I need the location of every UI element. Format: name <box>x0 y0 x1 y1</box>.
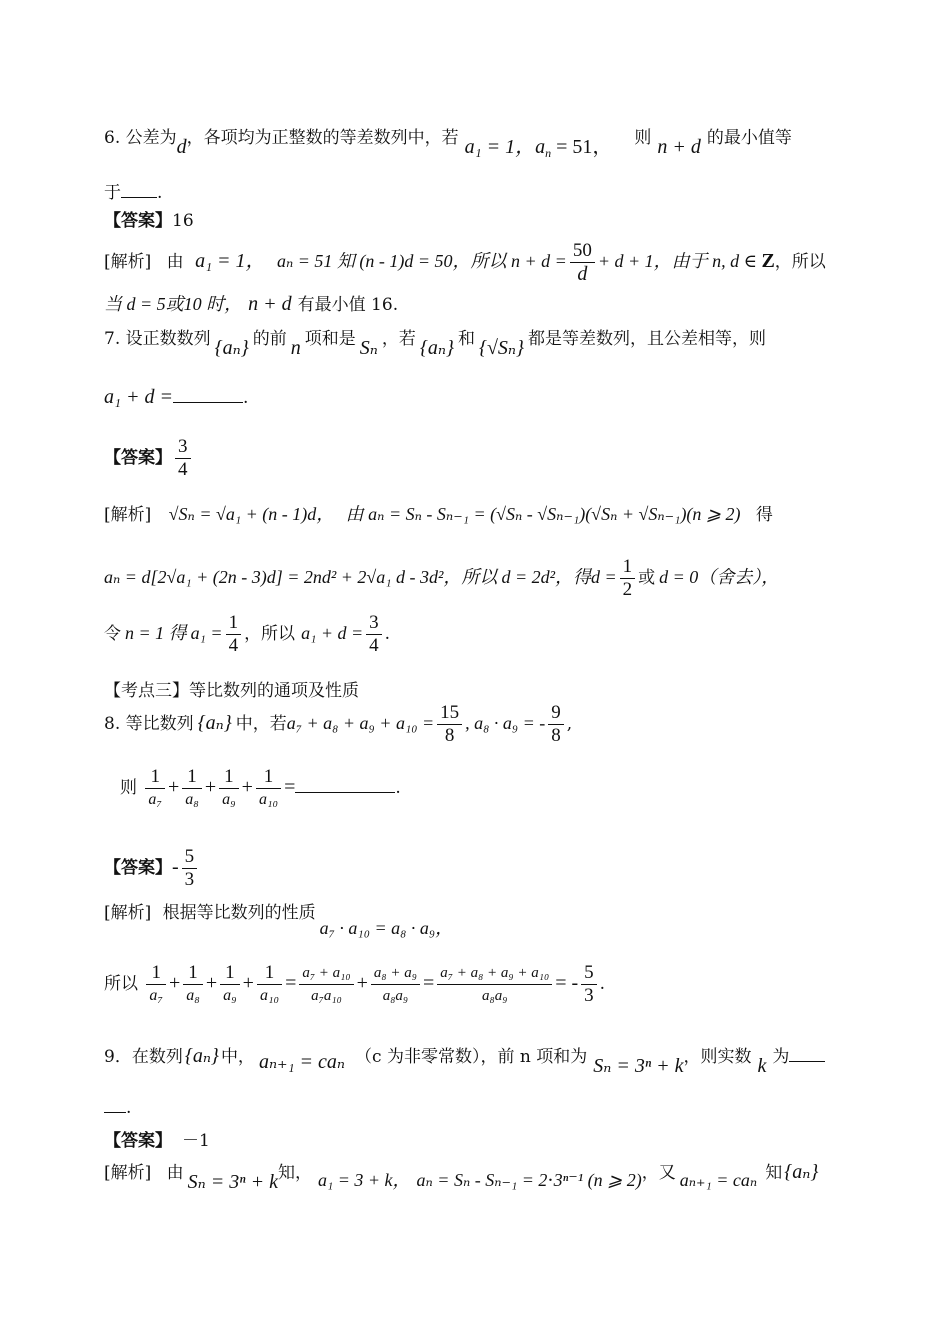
frac-num: 3 <box>366 612 382 635</box>
q6-frac <box>570 240 595 285</box>
q8-d: a₇ + a₈ + a₉ + a₁₀ = <box>286 713 435 733</box>
answer-blank <box>121 196 157 198</box>
q6-answer-value: 16 <box>172 211 194 231</box>
q7-n: n <box>290 337 301 359</box>
q8-inv-a10 <box>256 766 281 811</box>
q6-a5: + d + 1，由于 n, d ∈ <box>597 251 762 271</box>
q7-c4: 或 <box>638 568 656 588</box>
q7-sqrt-seq: {√Sₙ} <box>478 337 525 359</box>
frac-den: a₁₀ <box>258 791 279 808</box>
section-title: 【考点三】等比数列的通项及性质 <box>104 681 359 701</box>
q7-sn: Sₙ <box>359 337 378 359</box>
q7-c3-frac <box>620 556 636 601</box>
q8-inv-a10 <box>257 962 282 1007</box>
q8-inv-a7 <box>146 962 166 1007</box>
q7-d4: ，所以 <box>244 624 296 644</box>
q9-k: k <box>757 1055 767 1077</box>
q8-result-frac <box>581 962 597 1007</box>
answer-label: 【答案】 <box>104 1131 172 1151</box>
analysis-label: [解析] <box>104 903 152 923</box>
q7-answer <box>104 436 194 481</box>
q6-text-g: 则 <box>634 128 652 148</box>
eq-minus: = - <box>555 972 579 994</box>
q9-e: （c 为非零常数），前 n 项和为 <box>355 1047 588 1067</box>
q8-inv-a8 <box>182 766 202 811</box>
q8-seq: {aₙ} <box>197 712 232 734</box>
q7-i: 和 <box>457 329 475 349</box>
answer-blank <box>789 1060 825 1062</box>
q6-analysis-1 <box>104 240 826 285</box>
q7-l2: a₁ + d = <box>104 386 173 408</box>
q6-line1 <box>104 120 792 160</box>
q7-analysis-2 <box>104 556 779 601</box>
q9-f: Sₙ = 3ⁿ + k <box>593 1055 684 1077</box>
q8-analysis-2 <box>104 962 605 1007</box>
q7-c3: d = <box>590 567 617 587</box>
frac-num: a₇ + a₁₀ <box>299 962 353 985</box>
period: . <box>599 974 606 994</box>
frac-num: 5 <box>581 962 597 985</box>
minus-sign: - <box>172 856 179 878</box>
plus: + <box>204 776 217 798</box>
q9-h2: Sₙ = 3ⁿ + k <box>187 1171 278 1193</box>
q9-h3: 知， <box>277 1163 312 1183</box>
period: . <box>242 388 249 408</box>
q6-a3: aₙ = 51 知 (n - 1)d = 50，所以 n + d = <box>276 251 567 271</box>
q8-analysis-1 <box>104 898 454 938</box>
plus: + <box>205 972 218 994</box>
q8-mid2 <box>371 962 420 1007</box>
q7-b1: √Sₙ = √a₁ + (n - 1)d， <box>168 504 335 524</box>
frac-num: 1 <box>620 556 636 579</box>
q9-h9: {aₙ} <box>784 1161 819 1183</box>
q9-line1 <box>104 1042 825 1077</box>
frac-den: 4 <box>178 459 188 480</box>
analysis-label: [解析] <box>104 505 152 525</box>
q8-inv-a8 <box>183 962 203 1007</box>
q6-a8: 有最小值 16. <box>297 295 399 315</box>
q8-then: 则 <box>120 778 137 798</box>
q8-inv-a7 <box>145 766 165 811</box>
q6-a7: n + d <box>248 293 292 315</box>
q7-line1 <box>104 324 767 359</box>
q8-line2 <box>120 766 401 811</box>
analysis-label: [解析] <box>104 1163 152 1183</box>
frac-num: a₈ + a₉ <box>371 962 420 985</box>
frac-num: 1 <box>182 766 202 789</box>
q7-b2: 由 aₙ = Sₙ - Sₙ₋₁ = (√Sₙ - √Sₙ₋₁)(√Sₙ + √Sₙ₋₁)(n ⩾ 2) <box>345 504 741 524</box>
plus: + <box>167 776 180 798</box>
frac-den: a₁₀ <box>259 987 280 1004</box>
answer-blank-cont <box>104 1111 126 1113</box>
q8-c: 中，若 <box>235 714 287 734</box>
q7-seq2: {aₙ} <box>419 337 454 359</box>
q7-c2: d = 2d²，得 <box>501 567 591 587</box>
q8-mid3 <box>437 962 552 1007</box>
q9-h7: aₙ₊₁ = caₙ <box>679 1170 758 1190</box>
q6-line2 <box>104 178 162 203</box>
q7-d1: 令 <box>104 624 121 644</box>
q9-h8: 知 <box>765 1163 783 1183</box>
frac-den: a₇ <box>148 791 162 808</box>
frac-num: 1 <box>183 962 203 985</box>
frac-den: d <box>577 263 588 285</box>
frac-num: 1 <box>257 962 282 985</box>
q7-e: 项和是 <box>304 329 356 349</box>
q7-a: 7. 设正数数列 <box>104 329 211 349</box>
q9-analysis-1 <box>104 1158 819 1193</box>
frac-den: 2 <box>622 579 633 600</box>
q9-g: ，则实数 <box>683 1047 752 1067</box>
frac-den: 8 <box>551 725 561 746</box>
q8-answer-frac <box>182 846 198 891</box>
q7-c5: d = 0（舍去）， <box>659 567 780 587</box>
q7-d2: n = 1 得 <box>125 623 187 643</box>
q6-z: Z <box>761 250 775 272</box>
q7-g: ，若 <box>381 329 416 349</box>
q8-frac2 <box>548 702 564 747</box>
frac-num: a₇ + a₈ + a₉ + a₁₀ <box>437 962 552 985</box>
q6-answer <box>104 206 194 231</box>
period: . <box>126 1098 132 1118</box>
q8-inv-a9 <box>219 766 239 811</box>
q6-text-i: 的最小值等 <box>706 128 792 148</box>
q8-frac1 <box>437 702 462 747</box>
frac-den: a₈ <box>185 791 199 808</box>
q9-h1: 由 <box>166 1163 184 1183</box>
q8-answer <box>104 846 200 891</box>
frac-den: a₈ <box>186 987 200 1004</box>
q9-i: 为 <box>772 1047 790 1067</box>
q8-f: , <box>566 714 573 734</box>
q7-answer-frac <box>175 436 191 481</box>
answer-blank <box>295 791 395 793</box>
q6-a5-end: ，所以 <box>774 252 826 272</box>
q7-analysis-1 <box>104 500 773 526</box>
q6-n-plus-d: n + d <box>657 136 701 158</box>
frac-den: a₈a₉ <box>482 988 508 1004</box>
q7-seq: {aₙ} <box>214 337 249 359</box>
q9-h6: ，又 <box>641 1163 676 1183</box>
q9-h5: aₙ = Sₙ - Sₙ₋₁ = 2⋅3ⁿ⁻¹ (n ⩾ 2) <box>416 1170 642 1190</box>
q6-text-a: 6. 公差为 <box>104 128 177 148</box>
frac-den: a₇a₁₀ <box>311 988 342 1004</box>
frac-den: 3 <box>184 869 195 890</box>
q8-g1: 所以 <box>104 974 138 994</box>
plus: + <box>356 972 368 994</box>
frac-num: 9 <box>548 702 564 725</box>
frac-num: 3 <box>175 436 191 459</box>
frac-den: 3 <box>584 985 594 1006</box>
frac-den: a₇ <box>149 987 163 1004</box>
analysis-label: [解析] <box>104 252 152 272</box>
q6-text-l2: 于 <box>104 183 121 203</box>
frac-den: 4 <box>369 635 379 656</box>
answer-label: 【答案】 <box>104 448 172 468</box>
frac-num: 5 <box>182 846 198 869</box>
section-heading <box>104 676 359 701</box>
q9-seq: {aₙ} <box>184 1045 219 1067</box>
q8-mid1 <box>299 962 353 1007</box>
q6-analysis-2 <box>104 290 398 316</box>
q8-e: , a₈ · a₉ = - <box>465 713 546 733</box>
q7-c: 的前 <box>252 329 287 349</box>
q6-text-c: ，各项均为正整数的等差数列中，若 <box>186 128 459 148</box>
q7-b3: 得 <box>755 505 773 525</box>
plus: + <box>241 776 253 798</box>
frac-num: 1 <box>219 766 239 789</box>
q6-a6: 当 d = 5或10 时， <box>104 294 243 314</box>
q6-d: d <box>176 136 187 158</box>
q6-an-n: n <box>545 146 552 160</box>
answer-label: 【答案】 <box>104 858 172 878</box>
period: . <box>157 183 163 203</box>
frac-num: 1 <box>226 612 242 635</box>
q9-answer-value: －1 <box>182 1131 210 1151</box>
period: . <box>384 624 391 644</box>
q9-c: 中， <box>220 1047 255 1067</box>
frac-num: 1 <box>220 962 240 985</box>
frac-den: a₉ <box>223 987 237 1004</box>
q8-inv-a9 <box>220 962 240 1007</box>
q7-d3: a₁ = <box>190 623 223 643</box>
equals: = <box>422 972 435 994</box>
plus: + <box>168 972 181 994</box>
equals: = <box>284 776 296 798</box>
frac-den: 4 <box>228 635 239 656</box>
answer-label: 【答案】 <box>104 211 172 231</box>
q9-line2 <box>104 1098 131 1118</box>
q9-d: aₙ₊₁ = caₙ <box>258 1051 346 1073</box>
frac-num: 1 <box>256 766 281 789</box>
q6-a1: 由 <box>166 252 184 272</box>
q8-a: 8. 等比数列 <box>104 714 194 734</box>
equals: = <box>285 972 297 994</box>
q7-k: 都是等差数列，且公差相等，则 <box>528 329 767 349</box>
q8-e2: a₇ · a₁₀ = a₈ · a₉， <box>319 918 454 938</box>
q7-d3-frac <box>226 612 242 657</box>
frac-num: 1 <box>146 962 166 985</box>
frac-num: 50 <box>570 240 595 263</box>
q7-analysis-3 <box>104 612 390 657</box>
answer-blank <box>173 401 243 403</box>
q8-e1: 根据等比数列的性质 <box>162 903 316 923</box>
q6-a1-eq: a₁ = 1，a <box>464 136 546 158</box>
q7-d5: a₁ + d = <box>301 623 364 643</box>
frac-num: 1 <box>145 766 165 789</box>
frac-den: a₈a₉ <box>382 988 409 1004</box>
q9-answer <box>104 1126 210 1151</box>
q8-line1 <box>104 702 572 747</box>
q9-h4: a₁ = 3 + k， <box>317 1170 411 1190</box>
plus: + <box>242 972 254 994</box>
q7-line2 <box>104 386 248 409</box>
period: . <box>395 778 401 798</box>
q6-an-eq: = 51， <box>551 136 613 158</box>
frac-den: 8 <box>444 725 455 746</box>
q7-d5-frac <box>366 612 382 657</box>
q9-a: 9．在数列 <box>104 1047 183 1067</box>
frac-num: 15 <box>437 702 462 725</box>
q7-c1: aₙ = d[2√a₁ + (2n - 3)d] = 2nd² + 2√a₁ d - 3d²，所以 <box>104 567 498 587</box>
q6-a2: a₁ = 1， <box>195 250 266 272</box>
frac-den: a₉ <box>222 791 236 808</box>
